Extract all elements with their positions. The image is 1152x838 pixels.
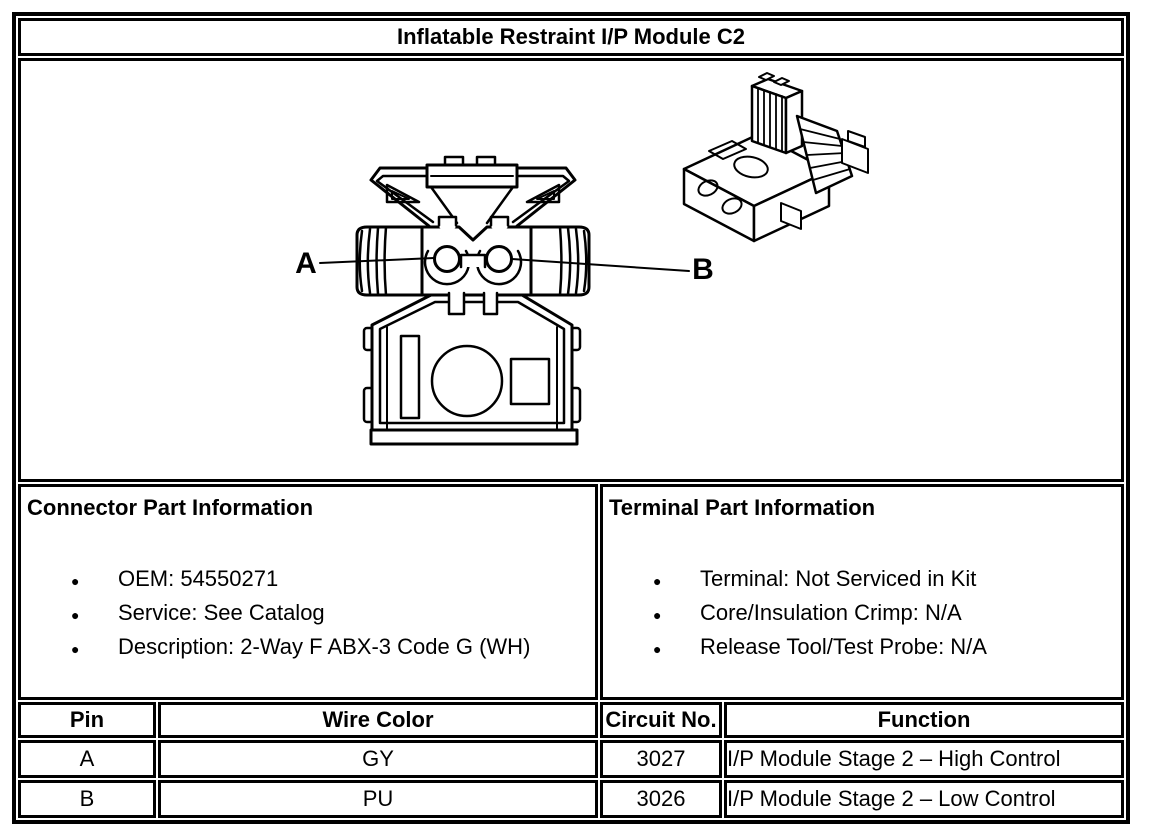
connector-description: Description: 2-Way F ABX-3 Code G (WH) [118,634,531,659]
pin-b-circuit-no: 3026 [600,780,722,818]
list-item [21,563,595,597]
connector-service: Service: See Catalog [118,600,325,625]
end-view [295,157,714,444]
pin-a-label: A [295,247,317,280]
list-item [603,597,1121,631]
column-header-function: Function [724,702,1124,738]
connector-3d-view-drawing [684,73,868,241]
terminal-part-info-heading: Terminal Part Information [609,495,876,520]
connector-spec-sheet [12,12,1130,824]
terminal-release-tool: Release Tool/Test Probe: N/A [700,634,987,659]
bullet-icon: ● [71,573,80,589]
pin-a-function: I/P Module Stage 2 – High Control [724,740,1124,778]
pin-b-pin: B [18,780,156,818]
table-row [18,740,1124,778]
bullet-icon: ● [71,607,80,623]
terminal-b-cavity [487,247,512,272]
terminal-part-info-panel [600,484,1124,700]
diagram-area [18,58,1124,482]
pin-b-wire-color: PU [158,780,598,818]
terminal-part-info-list [603,563,1121,665]
table-row [18,780,1124,818]
bullet-icon: ● [653,607,662,623]
connector-diagram [21,61,1121,479]
terminal-service-kit: Terminal: Not Serviced in Kit [700,566,977,591]
connector-end-view-drawing [21,61,1123,479]
pin-b-label: B [692,253,714,286]
terminal-a-cavity [435,247,460,272]
column-header-circuit-no: Circuit No. [600,702,722,738]
pin-a-pin: A [18,740,156,778]
pin-b-function: I/P Module Stage 2 – Low Control [724,780,1124,818]
bullet-icon: ● [71,641,80,657]
bullet-icon: ● [653,573,662,589]
connector-part-info-list [21,563,595,665]
pin-a-wire-color: GY [158,740,598,778]
bullet-icon: ● [653,641,662,657]
list-item [21,597,595,631]
column-header-pin: Pin [18,702,156,738]
connector-oem: OEM: 54550271 [118,566,279,591]
list-item [21,631,595,665]
page-title: Inflatable Restraint I/P Module C2 [18,18,1124,56]
list-item [603,631,1121,665]
list-item [603,563,1121,597]
connector-part-info-panel [18,484,598,700]
connector-part-info-heading: Connector Part Information [27,495,314,520]
pin-table-header-row [18,702,1124,738]
pin-a-circuit-no: 3027 [600,740,722,778]
terminal-crimp: Core/Insulation Crimp: N/A [700,600,962,625]
column-header-wire-color: Wire Color [158,702,598,738]
